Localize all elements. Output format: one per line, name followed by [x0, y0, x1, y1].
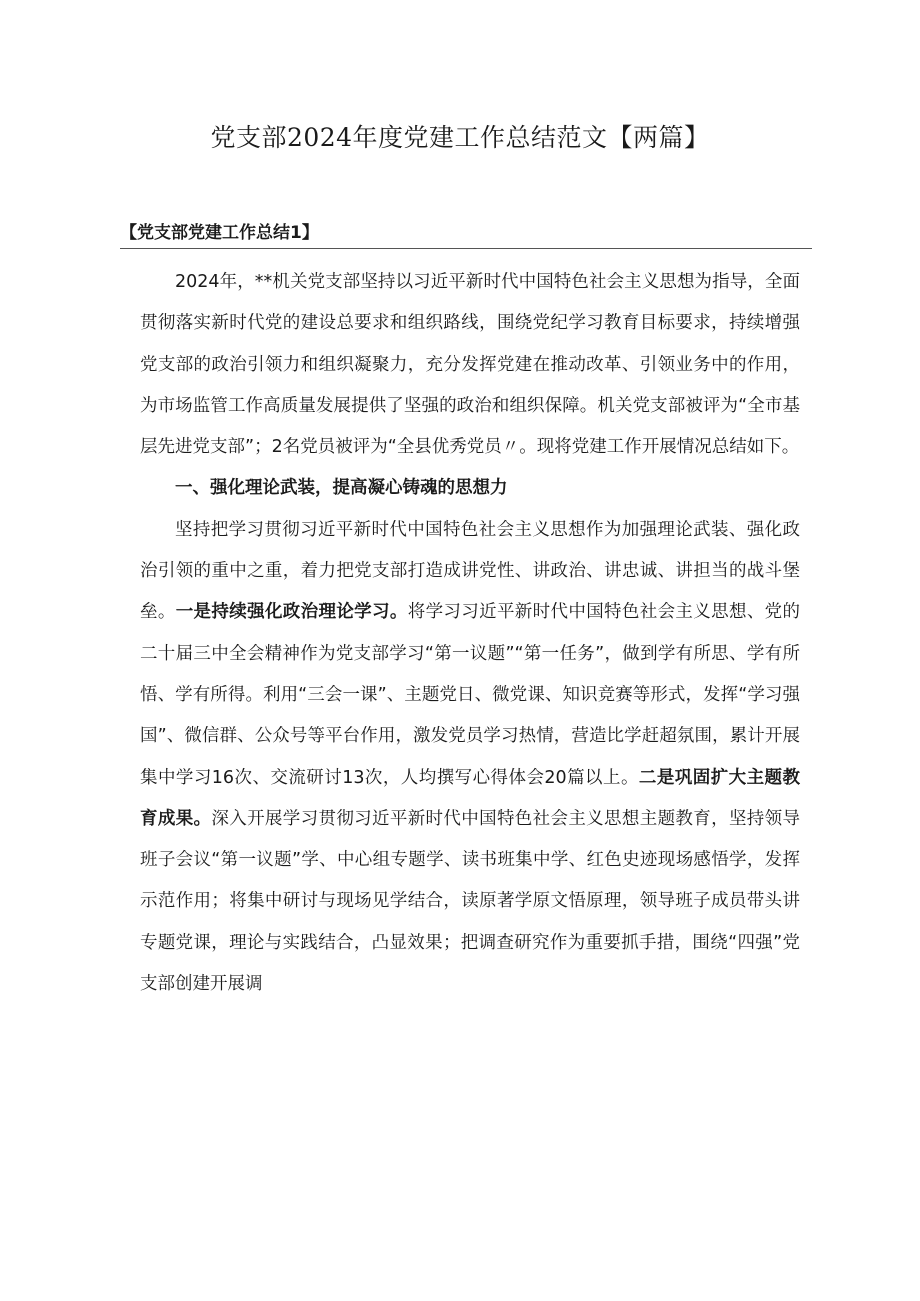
theory-paragraph — [140, 510, 800, 1006]
section-heading: 【党支部党建工作总结1】 — [120, 223, 319, 243]
document-body — [140, 262, 800, 1005]
point-two-heading: 二是巩固扩大主题教育成果。 — [140, 767, 800, 829]
point-one-heading: 一是持续强化政治理论学习。 — [175, 602, 408, 623]
theory-paragraph-text-2: 将学习习近平新时代中国特色社会主义思想、党的二十届三中全会精神作为党支部学习“第一议题”“第一任务”，做到学有所思、学有所悟、学有所得。利用“三会一课”、主题党日、微党课、知识竞赛等形式，发挥“学习强国”、微信群、公众号等平台作用，激发党员学习热情，营造比学赶超氛围，累计开展集中学习16次、交流研讨13次，人均撰写心得体会20篇以上。 — [140, 602, 801, 788]
section-divider — [120, 248, 812, 249]
document-title: 党支部2024年度党建工作总结范文【两篇】 — [210, 123, 710, 152]
theory-paragraph-text-1: 坚持把学习贯彻习近平新时代中国特色社会主义思想作为加强理论武装、强化政治引领的重中之重，着力把党支部打造成讲党性、讲政治、讲忠诚、讲担当的战斗堡垒。 — [140, 519, 800, 623]
subheading-theory: 一、强化理论武装，提高凝心铸魂的思想力 — [175, 478, 508, 499]
theory-paragraph-text-3: 深入开展学习贯彻习近平新时代中国特色社会主义思想主题教育，坚持领导班子会议“第一议题”学、中心组专题学、读书班集中学、红色史迹现场感悟学，发挥示范作用；将集中研讨与现场见学结合，读原著学原文悟原理，领导班子成员带头讲专题党课，理论与实践结合，凸显效果；把调查研究作为重要抓手措，围绕“四强”党支部创建开展调 — [140, 808, 800, 995]
intro-paragraph: 2024年，**机关党支部坚持以习近平新时代中国特色社会主义思想为指导，全面贯彻落实新时代党的建设总要求和组织路线，围绕党纪学习教育目标要求，持续增强党支部的政治引领力和组织凝聚力，充分发挥党建在推动改革、引领业务中的作用，为市场监管工作高质量发展提供了坚强的政治和组织保障。机关党支部被评为“全市基层先进党支部”；2名党员被评为“全县优秀党员〃。现将党建工作开展情况总结如下。 — [140, 272, 800, 458]
